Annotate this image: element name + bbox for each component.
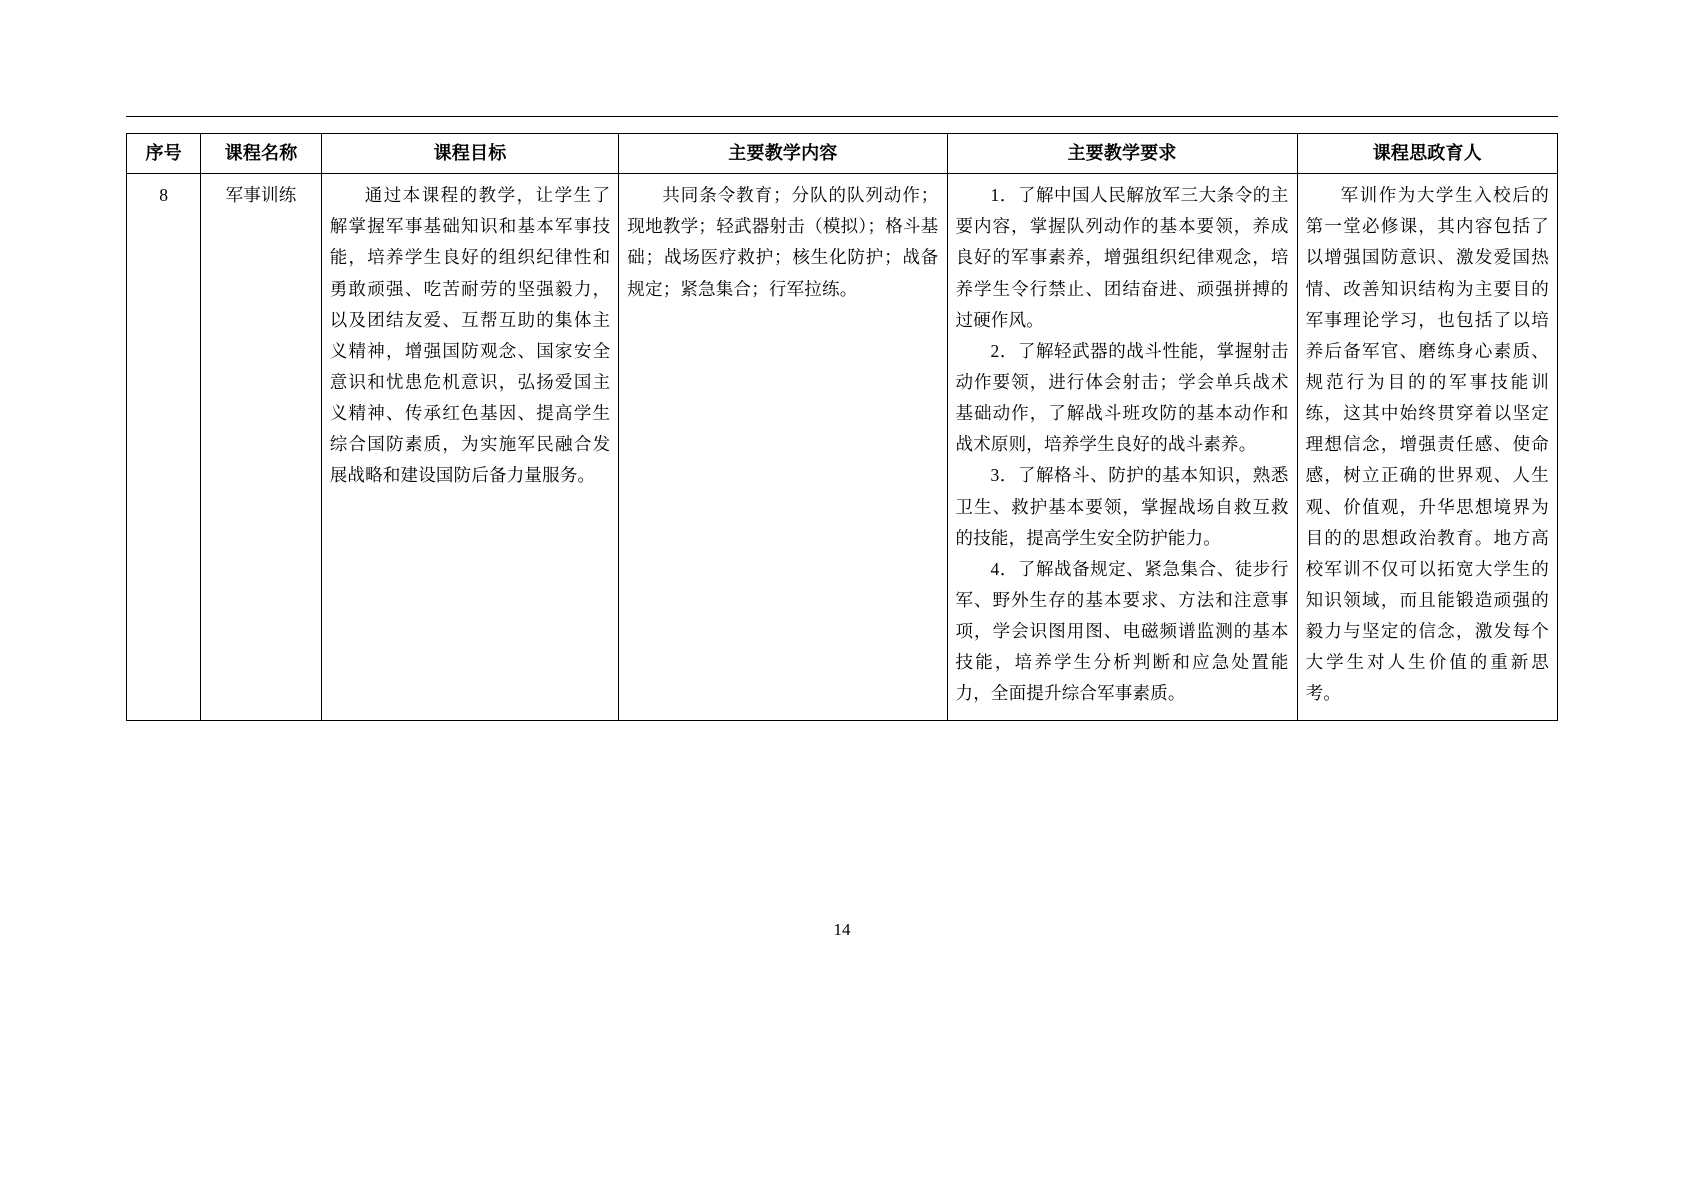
cell-no: 8 (127, 174, 201, 720)
cell-course-name: 军事训练 (201, 174, 321, 720)
cell-teaching-requirements (947, 174, 1297, 720)
ideology-paragraph-1: 军训作为大学生入校后的第一堂必修课，其内容包括了以增强国防意识、激发爱国热情、改善知识结构为主要目的军事理论学习，也包括了以培养后备军官、磨练身心素质、规范行为目的的军事技能训练，这其中始终贯穿着以坚定理想信念，增强责任感、使命感，树立正确的世界观、人生观、价值观，升华思想境界为目的的思想政治教育。地方高校军训不仅可以拓宽大学生的知识领域，而且能锻造顽强的毅力与坚定的信念，激发每个大学生对人生价值的重新思考。 (1305, 185, 1549, 704)
column-header-teaching-content: 主要教学内容 (619, 134, 947, 174)
requirement-paragraph-4: 4．了解战备规定、紧急集合、徒步行军、野外生存的基本要求、方法和注意事项，学会识图用图、电磁频谱监测的基本技能，培养学生分析判断和应急处置能力，全面提升综合军事素质。 (955, 558, 1289, 704)
page-number: 14 (833, 920, 851, 939)
column-header-course-name: 课程名称 (201, 134, 321, 174)
requirement-paragraph-2: 2．了解轻武器的战斗性能，掌握射击动作要领，进行体会射击；学会单兵战术基础动作，了解战斗班攻防的基本动作和战术原则，培养学生良好的战斗素养。 (955, 340, 1289, 455)
column-header-ideological-education: 课程思政育人 (1297, 134, 1557, 174)
cell-ideological-education (1297, 174, 1557, 720)
column-header-teaching-requirements: 主要教学要求 (947, 134, 1297, 174)
content-paragraph-1: 共同条令教育；分队的队列动作；现地教学；轻武器射击（模拟）；格斗基础；战场医疗救护；核生化防护；战备规定；紧急集合；行军拉练。 (627, 185, 939, 299)
course-syllabus-table (126, 133, 1558, 721)
requirement-paragraph-3: 3．了解格斗、防护的基本知识，熟悉卫生、救护基本要领，掌握战场自救互救的技能，提高学生安全防护能力。 (955, 465, 1289, 548)
column-header-no: 序号 (127, 134, 201, 174)
column-header-course-goal: 课程目标 (321, 134, 619, 174)
goal-paragraph-1: 通过本课程的教学，让学生了解掌握军事基础知识和基本军事技能，培养学生良好的组织纪律性和勇敢顽强、吃苦耐劳的坚强毅力，以及团结友爱、互帮互助的集体主义精神，增强国防观念、国家安全意识和忧患危机意识，弘扬爱国主义精神、传承红色基因、提高学生综合国防素质，为实施军民融合发展战略和建设国防后备力量服务。 (329, 185, 611, 486)
header-rule (126, 116, 1558, 117)
table-header-row (127, 134, 1558, 174)
requirement-paragraph-1: 1．了解中国人民解放军三大条令的主要内容，掌握队列动作的基本要领，养成良好的军事素养，增强组织纪律观念，培养学生令行禁止、团结奋进、顽强拼搏的过硬作风。 (955, 185, 1289, 330)
cell-course-goal (321, 174, 619, 720)
table-row (127, 174, 1558, 720)
cell-teaching-content (619, 174, 947, 720)
